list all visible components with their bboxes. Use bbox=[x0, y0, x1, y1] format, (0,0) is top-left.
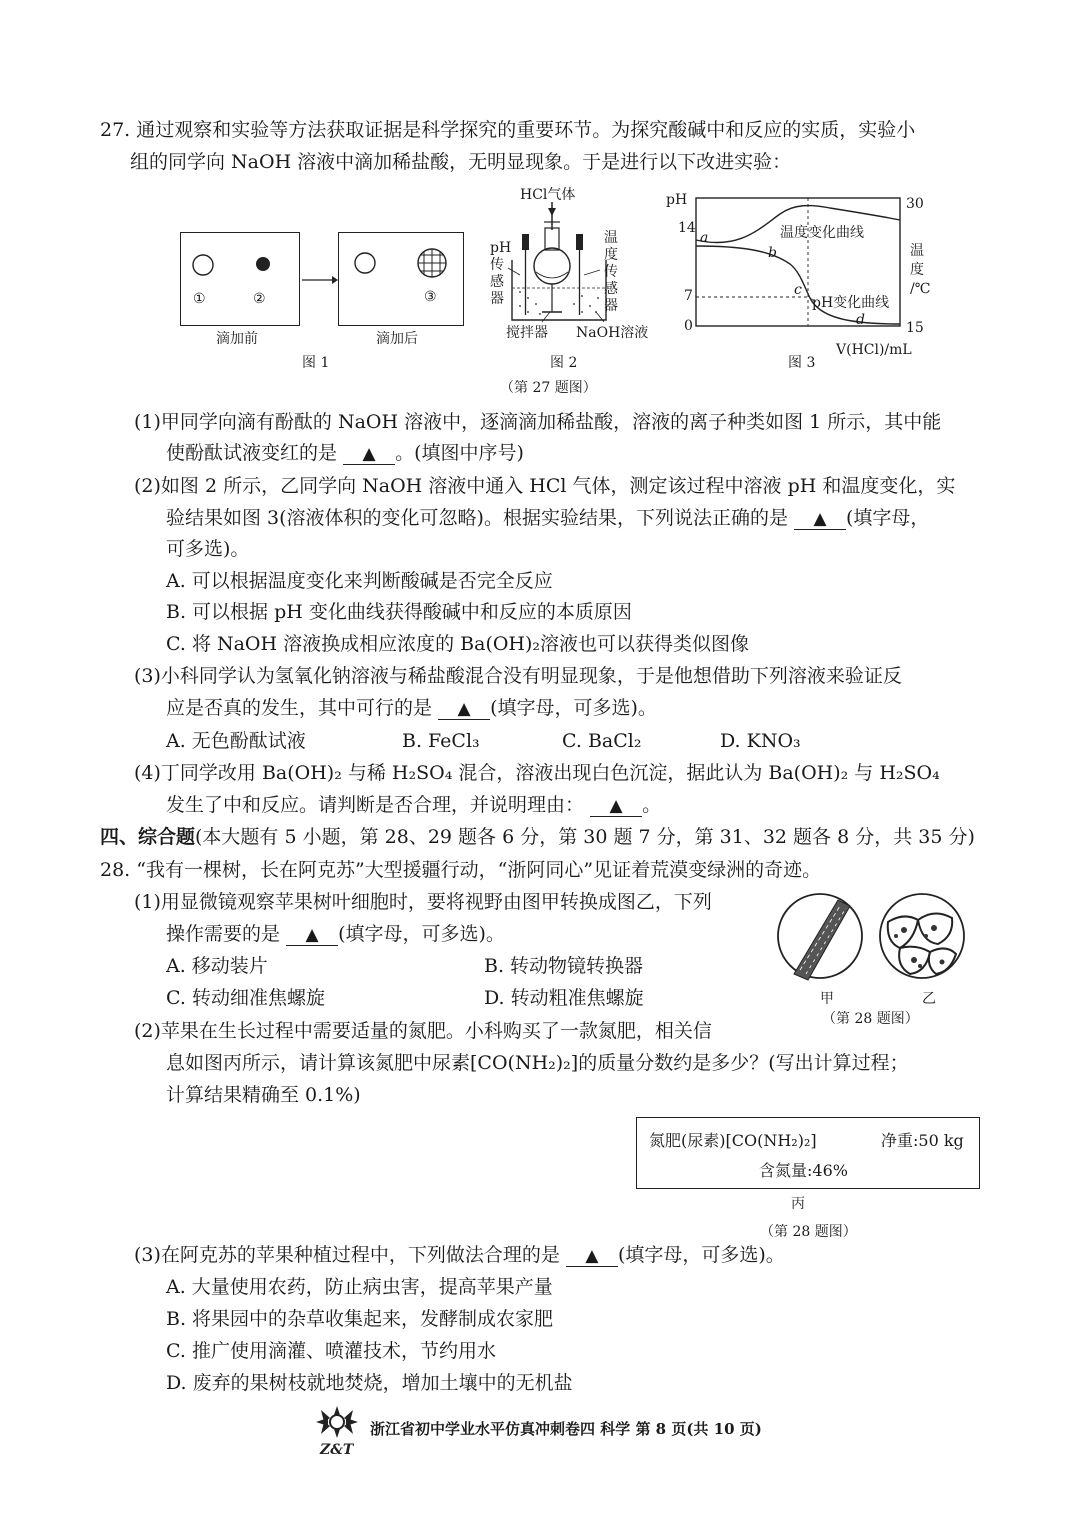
publisher-logo-icon bbox=[308, 1404, 366, 1458]
q27-stem-line1: 27. 通过观察和实验等方法获取证据是科学探究的重要环节。为探究酸碱中和反应的实质，实验小 bbox=[100, 119, 916, 141]
q28-fertilizer-label-box bbox=[636, 1117, 980, 1189]
microscope-view-yi-icon bbox=[880, 894, 964, 978]
fig2-ph-sensor-label: pH 传 感 器 bbox=[490, 240, 512, 307]
q27-part2-line2: 验结果如图 3(溶液体积的变化可忽略)。根据实验结果，下列说法正确的是 ▲ (填字母， bbox=[166, 507, 930, 529]
fig1-mark-1: ① bbox=[193, 291, 206, 307]
fig3-point-b: b bbox=[768, 245, 777, 261]
ion-circle-empty-icon bbox=[355, 253, 375, 273]
fertilizer-net-weight: 净重:50 kg bbox=[881, 1131, 964, 1150]
q27-part2-option-b: B. 可以根据 pH 变化曲线获得酸碱中和反应的本质原因 bbox=[166, 601, 632, 623]
q28-part3-option-c: C. 推广使用滴灌、喷灌技术，节约用水 bbox=[166, 1340, 496, 1362]
fig3-tick-7: 7 bbox=[684, 288, 693, 304]
fig3-tick-r30: 30 bbox=[906, 196, 924, 212]
q27-part1-answer-blank[interactable]: ▲ bbox=[343, 443, 395, 465]
fig1-caption: 图 1 bbox=[302, 355, 330, 371]
q28-part1-option-b: B. 转动物镜转换器 bbox=[484, 955, 644, 977]
q27-part4-line2: 发生了中和反应。请判断是否合理，并说明理由： ▲ 。 bbox=[166, 794, 662, 816]
fig2-naoh-label: NaOH溶液 bbox=[576, 325, 649, 341]
q28-fig-bing-label: 丙 bbox=[791, 1196, 805, 1212]
fig1-after-drawing bbox=[338, 232, 464, 327]
fig2-temp-sensor-label: 温 度 传 感 器 bbox=[604, 230, 618, 314]
q27-part4-answer-blank[interactable]: ▲ bbox=[590, 795, 642, 817]
q28-part2-line2: 息如图丙所示，请计算该氮肥中尿素[CO(NH₂)₂]的质量分数约是多少？(写出计算过程； bbox=[166, 1052, 909, 1074]
fig1-label-after: 滴加后 bbox=[376, 331, 418, 347]
fig3-point-d: d bbox=[856, 312, 865, 328]
q28-fig-jia-label: 甲 bbox=[820, 991, 834, 1007]
q27-part3-line2: 应是否真的发生，其中可行的是 ▲ (填字母，可多选)。 bbox=[166, 697, 657, 719]
svg-text:Z&T: Z&T bbox=[320, 1442, 354, 1458]
q28-part1-option-d: D. 转动粗准焦螺旋 bbox=[484, 987, 644, 1009]
q28-part1-line2: 操作需要的是 ▲ (填字母，可多选)。 bbox=[166, 923, 505, 945]
q28-part3-option-d: D. 废弃的果树枝就地焚烧，增加土壤中的无机盐 bbox=[166, 1372, 573, 1394]
fig3-caption: 图 3 bbox=[788, 355, 816, 371]
q27-part1-line1: (1)甲同学向滴有酚酞的 NaOH 溶液中，逐滴滴加稀盐酸，溶液的离子种类如图 1 所示，其中能 bbox=[134, 411, 942, 433]
fig3-temp-curve-label: 温度变化曲线 bbox=[780, 225, 864, 241]
q27-part2-line1: (2)如图 2 所示，乙同学向 NaOH 溶液中通入 HCl 气体，测定该过程中溶液 pH 和温度变化，实 bbox=[134, 475, 956, 497]
fig3-ph-curve-label: pH变化曲线 bbox=[812, 295, 890, 311]
q27-part3-option-c: C. BaCl₂ bbox=[562, 730, 642, 752]
q28-part1-answer-blank[interactable]: ▲ bbox=[286, 924, 338, 946]
fertilizer-name: 氮肥(尿素)[CO(NH₂)₂] bbox=[649, 1131, 817, 1150]
q28-fig-yi-label: 乙 bbox=[922, 991, 936, 1007]
q27-part2-line3: 可多选)。 bbox=[166, 538, 250, 560]
fig1-label-before: 滴加前 bbox=[216, 331, 258, 347]
q28-part2-line3: 计算结果精确至 0.1%) bbox=[166, 1084, 361, 1106]
q28-figure-caption-1: （第 28 题图） bbox=[822, 1011, 919, 1027]
q28-part1-line1: (1)用显微镜观察苹果树叶细胞时，要将视野由图甲转换成图乙，下列 bbox=[134, 891, 712, 913]
fig2-apparatus bbox=[500, 200, 620, 325]
q28-intro: 28. “我有一棵树，长在阿克苏”大型援疆行动，“浙阿同心”见证着荒漠变绿洲的奇迹。 bbox=[100, 859, 822, 881]
q27-part3-answer-blank[interactable]: ▲ bbox=[438, 698, 490, 720]
q27-part1-line2: 使酚酞试液变红的是 ▲ 。(填图中序号) bbox=[166, 442, 524, 464]
q28-part2-line1: (2)苹果在生长过程中需要适量的氮肥。小科购买了一款氮肥，相关信 bbox=[134, 1020, 712, 1042]
q28-part1-option-c: C. 转动细准焦螺旋 bbox=[166, 987, 325, 1009]
q28-part3-answer-blank[interactable]: ▲ bbox=[566, 1245, 618, 1267]
fig3-xlabel: V(HCl)/mL bbox=[836, 342, 912, 358]
fig3-tick-r15: 15 bbox=[906, 320, 924, 336]
fig3-tick-0: 0 bbox=[684, 318, 693, 334]
fig2-caption: 图 2 bbox=[550, 355, 578, 371]
fig3-ylabel-left: pH bbox=[666, 192, 688, 208]
fig3-point-a: a bbox=[700, 230, 709, 246]
fig1-mark-2: ② bbox=[253, 291, 266, 307]
fig3-tick-14: 14 bbox=[678, 220, 696, 236]
section4-heading: 四、综合题(本大题有 5 小题，第 28、29 题各 6 分，第 30 题 7 分，第 31、32 题各 8 分，共 35 分) bbox=[100, 826, 975, 848]
fig2-hcl-label: HCl气体 bbox=[520, 187, 576, 203]
q28-figure-caption-2: （第 28 题图） bbox=[760, 1224, 857, 1240]
q27-part3-line1: (3)小科同学认为氢氧化钠溶液与稀盐酸混合没有明显现象，于是他想借助下列溶液来验证反 bbox=[134, 665, 902, 687]
fig3-ylabel-right: 温 度 /℃ bbox=[910, 243, 931, 297]
q27-part4-line1: (4)丁同学改用 Ba(OH)₂ 与稀 H₂SO₄ 混合，溶液出现白色沉淀，据此认为 Ba(OH)₂ 与 H₂SO₄ bbox=[134, 762, 940, 784]
q28-part3-option-a: A. 大量使用农药，防止病虫害，提高苹果产量 bbox=[166, 1276, 553, 1298]
q28-microscope-figures bbox=[776, 892, 976, 988]
q27-part2-option-a: A. 可以根据温度变化来判断酸碱是否完全反应 bbox=[166, 570, 553, 592]
q28-part3-option-b: B. 将果园中的杂草收集起来，发酵制成农家肥 bbox=[166, 1308, 554, 1330]
fig1-mark-3: ③ bbox=[424, 289, 437, 305]
q27-figure-caption: （第 27 题图） bbox=[500, 380, 597, 396]
fig2-stirrer-label: 搅拌器 bbox=[506, 325, 548, 341]
q27-part3-option-b: B. FeCl₃ bbox=[402, 730, 480, 752]
microscope-view-jia-icon bbox=[778, 894, 862, 980]
q27-part2-answer-blank[interactable]: ▲ bbox=[794, 508, 846, 530]
q27-part3-option-d: D. KNO₃ bbox=[720, 730, 801, 752]
fertilizer-nitrogen-content: 含氮量:46% bbox=[759, 1161, 848, 1180]
fig3-graph bbox=[660, 190, 940, 350]
q27-part3-option-a: A. 无色酚酞试液 bbox=[166, 730, 306, 752]
fig3-point-c: c bbox=[794, 282, 802, 298]
ion-circle-filled-icon bbox=[256, 257, 270, 271]
fig1-before-drawing bbox=[180, 232, 300, 327]
page-footer: 浙江省初中学业水平仿真冲刺卷四 科学 第 8 页(共 10 页) bbox=[370, 1420, 762, 1438]
q27-part2-option-c: C. 将 NaOH 溶液换成相应浓度的 Ba(OH)₂溶液也可以获得类似图像 bbox=[166, 633, 750, 655]
ion-circle-empty-icon bbox=[193, 255, 213, 275]
q27-stem-line2: 组的同学向 NaOH 溶液中滴加稀盐酸，无明显现象。于是进行以下改进实验： bbox=[130, 151, 792, 173]
fig1-arrow-icon bbox=[300, 270, 340, 290]
q28-part1-option-a: A. 移动装片 bbox=[166, 955, 268, 977]
q28-part3-line1: (3)在阿克苏的苹果种植过程中，下列做法合理的是 ▲ (填字母，可多选)。 bbox=[134, 1244, 785, 1266]
